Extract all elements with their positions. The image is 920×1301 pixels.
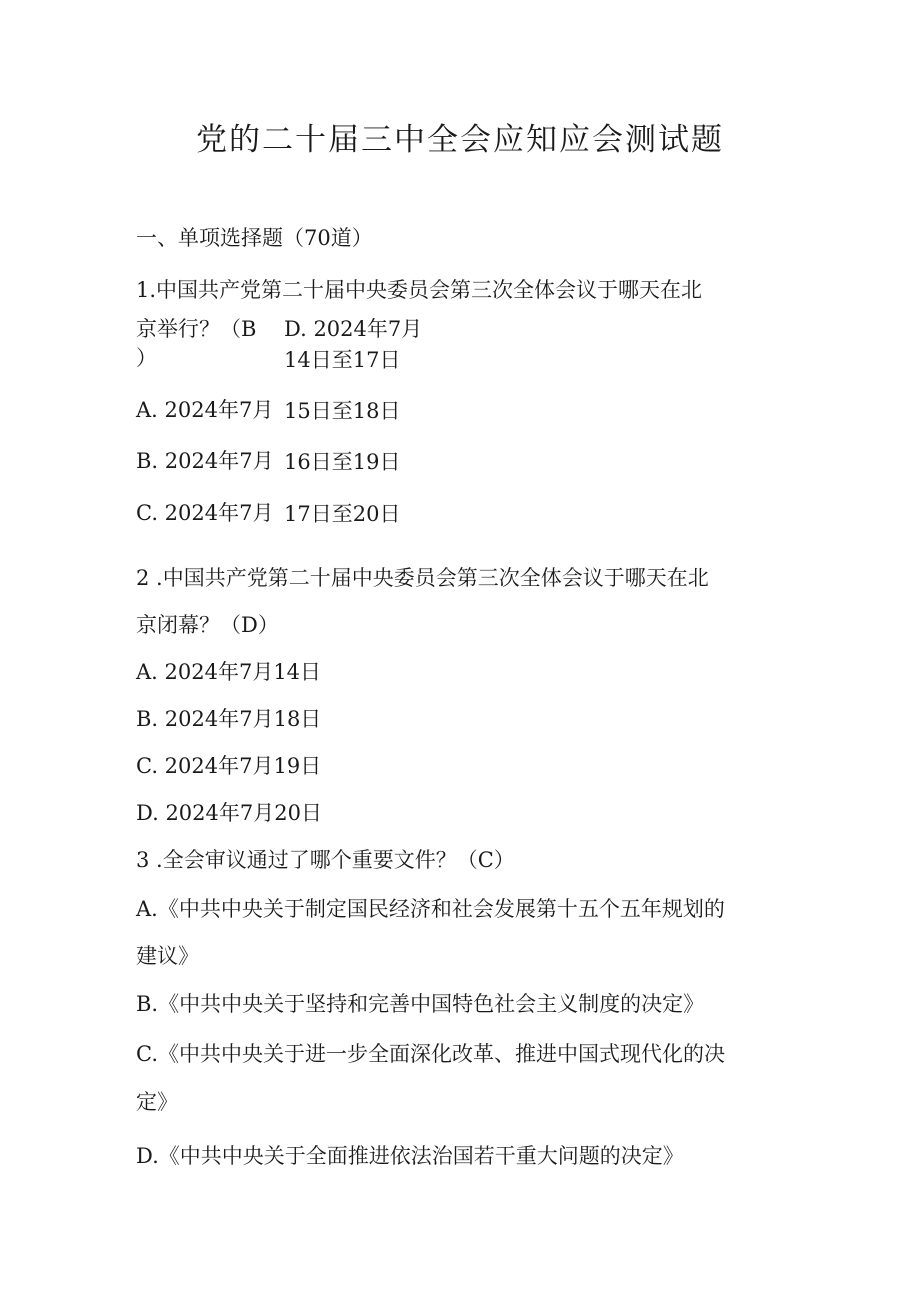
q3-option-a-line1: A.《中共中央关于制定国民经济和社会发展第十五个五年规划的 <box>136 897 725 921</box>
question-2-text-line1: 2 .中国共产党第二十届中央委员会第三次全体会议于哪天在北 <box>136 566 709 590</box>
q1-option-a-left: A. 2024年7月 <box>136 398 274 422</box>
question-1-text-line2: 京举行？（B <box>136 317 257 341</box>
q1-option-d-right: 14日至17日 <box>284 348 401 372</box>
q1-option-d-left: D. 2024年7月 <box>284 317 423 341</box>
question-3-text: 3 .全会审议通过了哪个重要文件？（C） <box>136 848 515 872</box>
section-heading: 一、单项选择题（70道） <box>136 226 373 250</box>
q3-option-a-line2: 建议》 <box>136 944 199 968</box>
q1-option-c-left: C. 2024年7月 <box>136 501 274 525</box>
question-1-text-line1: 1.中国共产党第二十届中央委员会第三次全体会议于哪天在北 <box>136 278 703 302</box>
q3-option-d: D.《中共中央关于全面推进依法治国若干重大问题的决定》 <box>136 1144 684 1168</box>
q1-option-b-left: B. 2024年7月 <box>136 449 274 473</box>
q3-option-b: B.《中共中央关于坚持和完善中国特色社会主义制度的决定》 <box>136 992 705 1016</box>
question-2-text-line2: 京闭幕？（D） <box>136 613 279 637</box>
q2-option-d: D. 2024年7月20日 <box>136 801 322 825</box>
q2-option-c: C. 2024年7月19日 <box>136 754 322 778</box>
q1-option-a-right: 15日至18日 <box>284 399 401 423</box>
q2-option-b: B. 2024年7月18日 <box>136 707 322 731</box>
q2-option-a: A. 2024年7月14日 <box>136 660 322 684</box>
document-title: 党的二十届三中全会应知应会测试题 <box>196 122 724 158</box>
q3-option-c-line2: 定》 <box>136 1090 178 1114</box>
q1-option-b-right: 16日至19日 <box>284 450 401 474</box>
q1-option-c-right: 17日至20日 <box>284 502 401 526</box>
q3-option-c-line1: C.《中共中央关于进一步全面深化改革、推进中国式现代化的决 <box>136 1042 725 1066</box>
question-1-text-line3: ） <box>136 346 157 370</box>
